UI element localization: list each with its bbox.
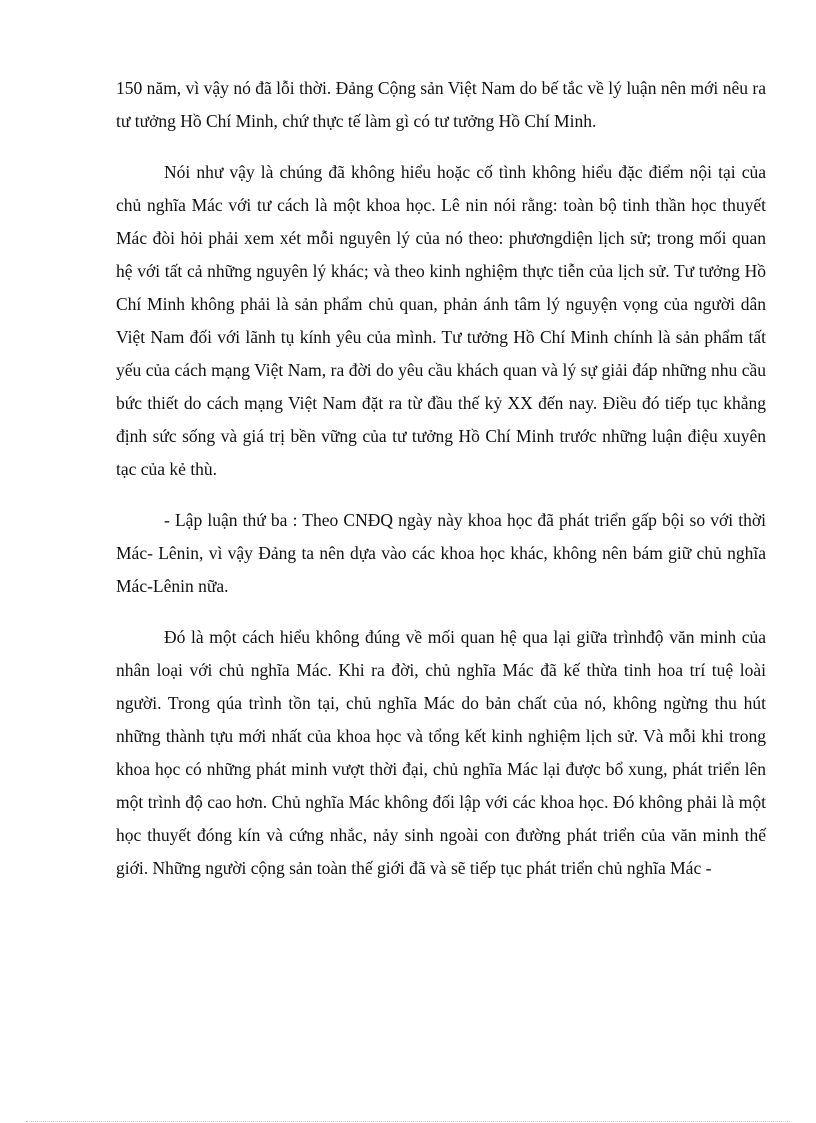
paragraph-3: - Lập luận thứ ba : Theo CNĐQ ngày này khoa học đã phát triển gấp bội so với thời Mác- Lênin, vì vậy Đảng ta nên dựa vào các khoa học khác, không nên bám giữ chủ nghĩa Mác-Lênin nữa.: [116, 510, 766, 596]
paragraph-1: 150 năm, vì vậy nó đã lỗi thời. Đảng Cộng sản Việt Nam do bế tắc về lý luận nên mới nêu ra tư tưởng Hồ Chí Minh, chứ thực tế làm gì có tư tưởng Hồ Chí Minh.: [116, 78, 766, 131]
paragraph-2: Nói như vậy là chúng đã không hiểu hoặc cố tình không hiểu đặc điểm nội tại của chủ nghĩa Mác với tư cách là một khoa học. Lê nin nói rằng: toàn bộ tinh thần học thuyết Mác đòi hỏi phải xem xét mỗi nguyên lý của nó theo: phươngdiện lịch sử; trong mối quan hệ với tất cả những nguyên lý khác; và theo kinh nghiệm thực tiễn của lịch sử. Tư tưởng Hồ Chí Minh không phải là sản phẩm chủ quan, phản ánh tâm lý nguyện vọng của người dân Việt Nam đối với lãnh tụ kính yêu của mình. Tư tưởng Hồ Chí Minh chính là sản phẩm tất yếu của cách mạng Việt Nam, ra đời do yêu cầu khách quan và lý sự giải đáp những nhu cầu bức thiết do cách mạng Việt Nam đặt ra từ đầu thế kỷ XX đến nay. Điều đó tiếp tục khẳng định sức sống và giá trị bền vững của tư tưởng Hồ Chí Minh trước những luận điệu xuyên tạc của kẻ thù.: [116, 162, 766, 479]
paragraph-4: Đó là một cách hiểu không đúng về mối quan hệ qua lại giữa trìnhđộ văn minh của nhân loại với chủ nghĩa Mác. Khi ra đời, chủ nghĩa Mác đã kế thừa tinh hoa trí tuệ loài người. Trong qúa trình tồn tại, chủ nghĩa Mác do bản chất của nó, không ngừng thu hút những thành tựu mới nhất của khoa học và tổng kết kinh nghiệm lịch sử. Và mỗi khi trong khoa học có những phát minh vượt thời đại, chủ nghĩa Mác lại được bổ xung, phát triển lên một trình độ cao hơn. Chủ nghĩa Mác không đối lập với các khoa học. Đó không phải là một học thuyết đóng kín và cứng nhắc, nảy sinh ngoài con đường phát triển của văn minh thế giới. Những người cộng sản toàn thế giới đã và sẽ tiếp tục phát triển chủ nghĩa Mác -: [116, 627, 766, 878]
page-bottom-rule: [26, 1121, 790, 1122]
document-body: [116, 72, 766, 903]
